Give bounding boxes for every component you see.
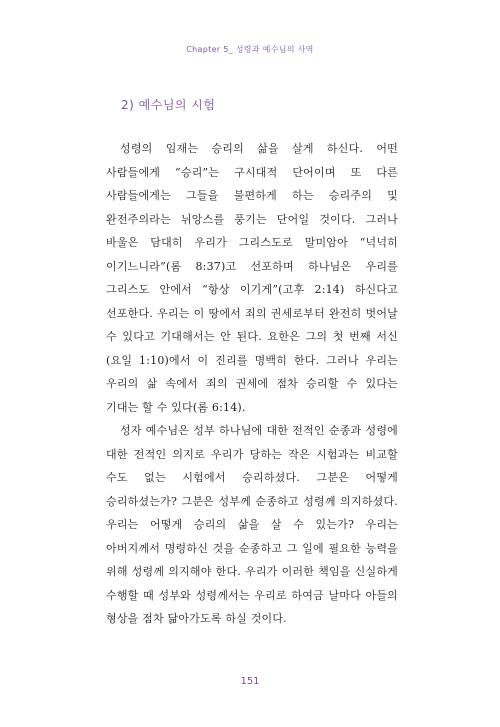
page-number: 151 (240, 676, 260, 687)
body-text (106, 137, 398, 631)
paragraph-jesus-obedience: 성자 예수님은 성부 하나님에 대한 전적인 순종과 성령에 대한 전적인 의지로 우리가 당하는 작은 시험과는 비교할 수도 없는 시험에서 승리하셨다. 그분은 어떻게 승리하셨는가? 그분은 성부께 순종하고 성령께 의지하셨다. 우리는 어떻게 승리의 삶을 살 수 있는가? 우리는 아버지께서 명령하신 것을 순종하고 그 일에 필요한 능력을 위해 성령께 의지해야 한다. 우리가 이러한 책임을 신실하게 수행할 때 성부와 성령께서는 우리로 하여금 날마다 아들의 형상을 점차 닮아가도록 하실 것이다. (106, 424, 398, 625)
paragraph-victory-life: 성령의 임재는 승리의 삶을 살게 하신다. 어떤 사람들에게 “승리”는 구시대적 단어이며 또 다른 사람들에게는 그들을 불편하게 하는 승리주의 및 완전주의라는 뉘앙스를 풍기는 단어일 것이다. 그러나 바울은 담대히 우리가 그리스도로 말미암아 “넉넉히 이기느니라”(롬 8:37)고 선포하며 하나님은 우리를 그리스도 안에서 “항상 이기게”(고후 2:14) 하신다고 선포한다. 우리는 이 땅에서 죄의 권세로부터 완전히 벗어날 수 있다고 기대해서는 안 된다. 요한은 그의 첫 번째 서신(요일 1:10)에서 이 진리를 명백히 한다. 그러나 우리는 우리의 삶 속에서 죄의 권세에 점차 승리할 수 있다는 기대는 할 수 있다(롬 6:14). (106, 142, 398, 414)
section-heading: 2) 예수님의 시험 (121, 98, 216, 112)
running-header: Chapter 5_ 성령과 예수님의 사역 (186, 45, 314, 54)
